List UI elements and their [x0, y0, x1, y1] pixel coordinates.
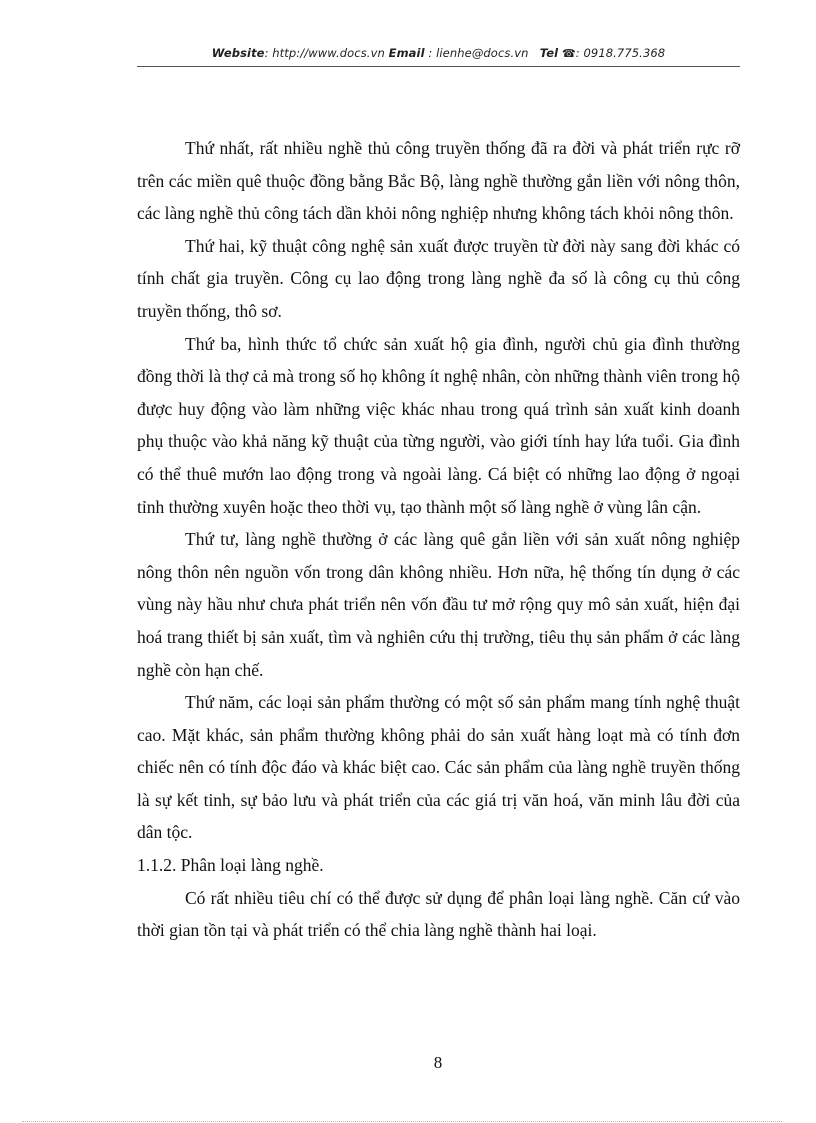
- section-heading: 1.1.2. Phân loại làng nghề.: [137, 855, 324, 876]
- header-divider: [137, 66, 740, 67]
- paragraph-1: Thứ nhất, rất nhiều nghề thủ công truyền thống đã ra đời và phát triển rực rỡ trên các miền quê thuộc đồng bằng Bắc Bộ, làng nghề thường gắn liền với nông thôn, các làng nghề thủ công tách dần khỏi nông nghiệp nhưng không tách khỏi nông thôn.: [137, 138, 740, 224]
- email-label: Email: [388, 46, 425, 60]
- tel-label: Tel: [539, 46, 559, 60]
- paragraph-5: Thứ năm, các loại sản phẩm thường có một số sản phẩm mang tính nghệ thuật cao. Mặt khác, sản phẩm thường không phải do sản xuất hàng loạt mà có tính đơn chiếc nên có tính độc đáo và khác biệt cao. Các sản phẩm của làng nghề truyền thống là sự kết tinh, sự bảo lưu và phát triển của các giá trị văn hoá, văn minh lâu đời của dân tộc.: [137, 692, 740, 843]
- footer-divider: [22, 1121, 782, 1122]
- body-text: [137, 132, 740, 947]
- page-header: [137, 46, 740, 60]
- website-label: Website: [211, 46, 265, 60]
- paragraph-4: Thứ tư, làng nghề thường ở các làng quê gắn liền với sản xuất nông nghiệp nông thôn nên nguồn vốn trong dân không nhiều. Hơn nữa, hệ thống tín dụng ở các vùng này hầu như chưa phát triển nên vốn đầu tư mở rộng quy mô sản xuất, hiện đại hoá trang thiết bị sản xuất, tìm và nghiên cứu thị trường, tiêu thụ sản phẩm ở các làng nghề còn hạn chế.: [137, 529, 740, 680]
- page-number: 8: [433, 1053, 443, 1072]
- paragraph-2: Thứ hai, kỹ thuật công nghệ sản xuất được truyền từ đời này sang đời khác có tính chất gia truyền. Công cụ lao động trong làng nghề đa số là công cụ thủ công truyền thống, thô sơ.: [137, 235, 740, 321]
- paragraph-3: Thứ ba, hình thức tổ chức sản xuất hộ gia đình, người chủ gia đình thường đồng thời là thợ cả mà trong số họ không ít nghệ nhân, còn những thành viên trong hộ được huy động vào làm những việc khác nhau trong quá trình sản xuất kinh doanh phụ thuộc vào khả năng kỹ thuật của từng người, vào giới tính hay lứa tuổi. Gia đình có thể thuê mướn lao động trong và ngoài làng. Cá biệt có những lao động ở ngoại tỉnh thường xuyên hoặc theo thời vụ, tạo thành một số làng nghề ở vùng lân cận.: [137, 333, 740, 517]
- website-value: : http://www.docs.vn: [264, 46, 385, 60]
- closing-paragraph: Có rất nhiều tiêu chí có thể được sử dụng để phân loại làng nghề. Căn cứ vào thời gian tồn tại và phát triển có thể chia làng nghề thành hai loại.: [137, 887, 740, 941]
- tel-value: : 0918.775.368: [575, 46, 666, 60]
- email-value: : lienhe@docs.vn: [424, 46, 529, 60]
- phone-icon: ☎: [561, 47, 576, 60]
